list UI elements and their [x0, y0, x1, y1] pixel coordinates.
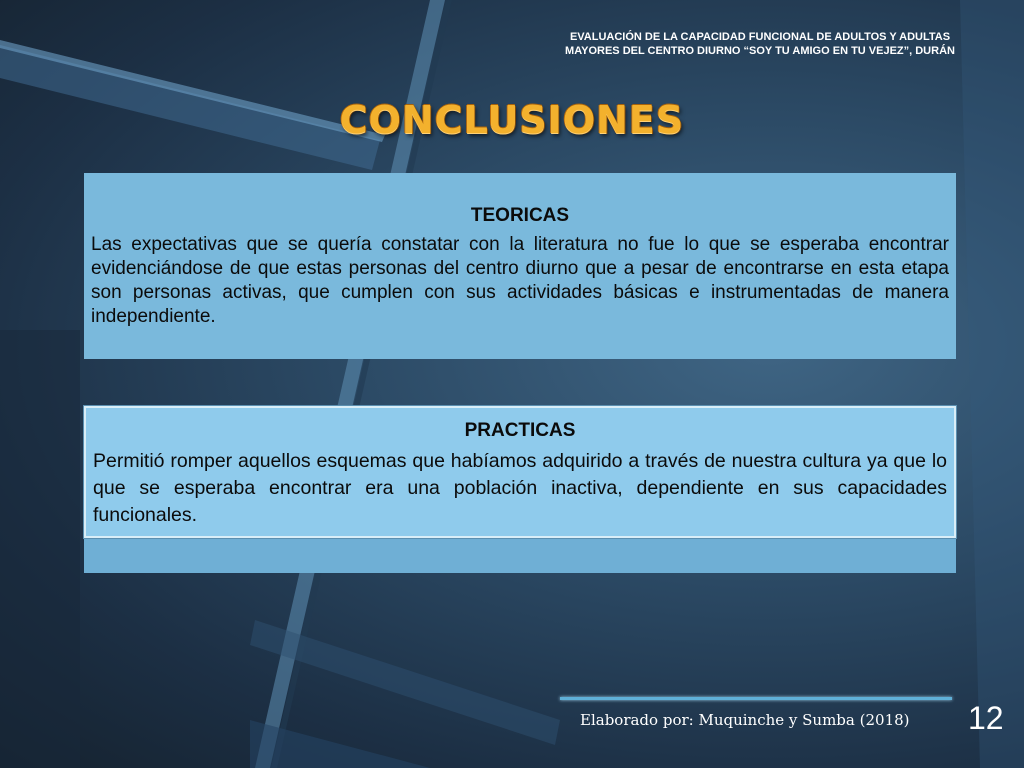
- teoricas-body: Las expectativas que se quería constatar con la literatura no fue lo que se esperaba encontrar evidenciándose de que estas personas del centro diurno que a pesar de encontrarse en esta etapa son personas activas, que cumplen con sus actividades básicas e instrumentadas de manera independiente.: [91, 234, 949, 327]
- teoricas-heading: TEORICAS: [470, 205, 570, 226]
- footer-credit: Elaborado por: Muquinche y Sumba (2018): [580, 711, 910, 729]
- presentation-header: [540, 30, 980, 58]
- page-number: 12: [968, 700, 1004, 736]
- footer-divider: [560, 697, 952, 700]
- practicas-box: [84, 406, 956, 538]
- slide-title: CONCLUSIONES: [339, 98, 685, 142]
- header-line-1: EVALUACIÓN DE LA CAPACIDAD FUNCIONAL DE ADULTOS Y ADULTAS: [569, 31, 951, 43]
- teoricas-box: [84, 173, 956, 359]
- header-line-2: MAYORES DEL CENTRO DIURNO “SOY TU AMIGO EN TU VEJEZ”, DURÁN: [565, 45, 955, 57]
- practicas-heading: PRACTICAS: [464, 420, 576, 441]
- practicas-body: Permitió romper aquellos esquemas que habíamos adquirido a través de nuestra cultura ya que lo que se esperaba encontrar era una población inactiva, dependiente en sus capacidades funcionales.: [93, 450, 947, 526]
- practicas-box-footer-band: [84, 538, 956, 573]
